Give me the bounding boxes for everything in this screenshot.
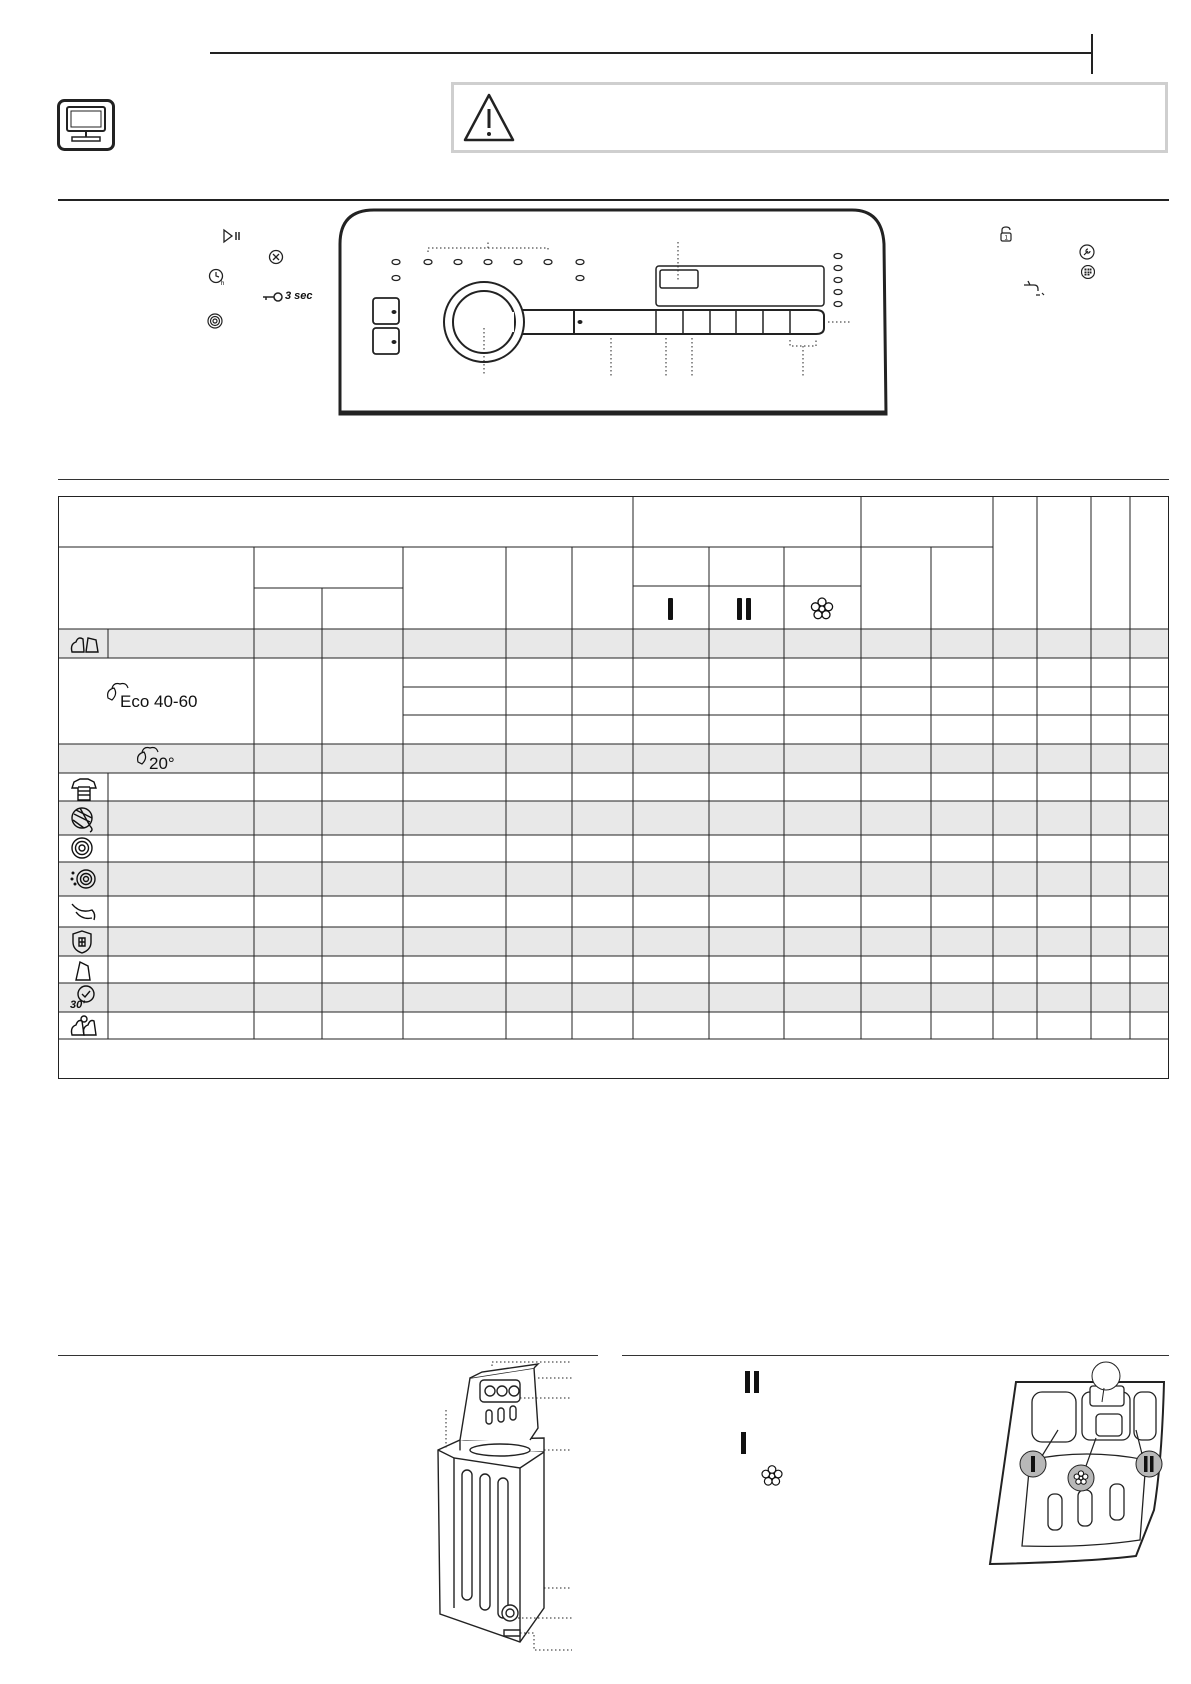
- table-row-shade: [58, 744, 1169, 773]
- header-rule-tick: [1091, 34, 1093, 74]
- key-lock-label: 3 sec: [285, 290, 313, 302]
- softener-flower-icon: [760, 1464, 784, 1488]
- compartment-2-marker: [745, 1371, 750, 1393]
- svg-text:1: 1: [1004, 235, 1008, 242]
- table-row-shade: [58, 927, 1169, 956]
- key-lock-icon: [262, 291, 284, 303]
- delay-timer-icon: [208, 268, 228, 286]
- synthetics-icon: [76, 962, 90, 980]
- warning-box: [451, 82, 1168, 153]
- compartment-1-marker: [741, 1432, 746, 1454]
- program-table: [58, 496, 1169, 1079]
- control-panel-drawing: [336, 206, 888, 416]
- table-row-shade: [58, 983, 1169, 1012]
- shirt-icon: [72, 779, 96, 800]
- start-pause-icon: [222, 228, 244, 244]
- spin-program-icon: [72, 838, 92, 858]
- delicates-icon: [72, 904, 95, 920]
- grid-icon: [1081, 265, 1095, 279]
- cancel-icon: [268, 249, 284, 265]
- table-row-shade: [58, 801, 1169, 835]
- water-tap-icon: [1022, 279, 1046, 297]
- softener-flower-icon: [811, 598, 832, 619]
- mixed-icon: [72, 1016, 97, 1035]
- section-rule-right: [622, 1355, 1169, 1356]
- compartment-2-marker: [754, 1371, 759, 1393]
- compartment-1-icon: [668, 598, 673, 620]
- rapid30-label: 30': [70, 999, 85, 1011]
- eco-label: Eco 40-60: [120, 692, 198, 711]
- service-icon: [1079, 244, 1095, 260]
- eco20-label: 20°: [149, 754, 175, 773]
- section-rule-left: [58, 1355, 598, 1356]
- spin-icon: [206, 312, 224, 330]
- section-rule: [58, 479, 1169, 480]
- monitor-icon: [57, 99, 115, 151]
- svg-text:h: h: [221, 281, 225, 286]
- section-rule: [58, 199, 1169, 201]
- table-row-shade: [58, 862, 1169, 896]
- door-lock-icon: [999, 226, 1013, 242]
- detergent-drawer-drawing: [986, 1360, 1166, 1570]
- header-rule: [210, 52, 1092, 54]
- table-row-shade: [58, 629, 1169, 658]
- washing-machine-drawing: [434, 1358, 574, 1658]
- warning-triangle-icon: [462, 92, 516, 144]
- compartment-2-icon: [737, 598, 751, 620]
